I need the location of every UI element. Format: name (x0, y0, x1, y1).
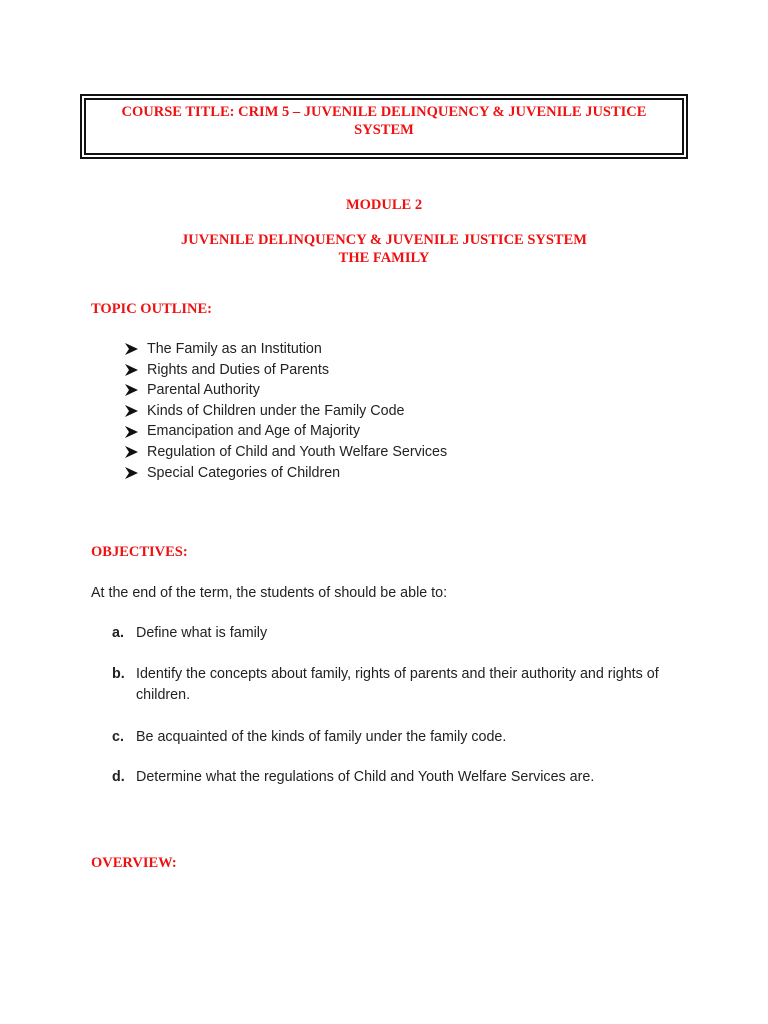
course-title-line-1: COURSE TITLE: CRIM 5 – JUVENILE DELINQUENCY & JUVENILE JUSTICE (121, 104, 647, 120)
objective-text: Define what is family (136, 625, 268, 641)
arrowhead-bullet-icon (125, 405, 147, 417)
objectives-heading: OBJECTIVES: (91, 544, 188, 560)
outline-item-label: Kinds of Children under the Family Code (147, 402, 405, 419)
course-title-inner-border (84, 98, 684, 155)
arrowhead-bullet-icon (125, 343, 147, 355)
objective-letter: a. (112, 625, 124, 641)
outline-item-label: The Family as an Institution (147, 341, 322, 357)
arrowhead-bullet-icon (125, 426, 147, 438)
course-title-box (80, 94, 688, 159)
outline-item-label: Regulation of Child and Youth Welfare Services (147, 443, 448, 460)
topic-outline-list (125, 339, 447, 483)
objectives-intro: At the end of the term, the students of should be able to: (91, 585, 448, 601)
outline-item-label: Emancipation and Age of Majority (147, 423, 360, 440)
arrowhead-bullet-icon (125, 467, 147, 479)
outline-item (125, 401, 447, 422)
outline-item-label: Parental Authority (147, 382, 260, 399)
course-title-line-2: SYSTEM (354, 122, 414, 138)
outline-item-label: Rights and Duties of Parents (147, 361, 329, 378)
objective-item (112, 623, 692, 644)
objective-letter: b. (112, 666, 125, 682)
arrowhead-bullet-icon (125, 384, 147, 396)
objective-item (112, 727, 692, 748)
topic-outline-heading: TOPIC OUTLINE: (91, 301, 212, 317)
subtitle-line-1: JUVENILE DELINQUENCY & JUVENILE JUSTICE SYSTEM (181, 232, 587, 248)
outline-item (125, 339, 447, 360)
outline-item (125, 360, 447, 381)
objective-item (112, 767, 692, 788)
objective-letter: d. (112, 769, 125, 785)
arrowhead-bullet-icon (125, 364, 147, 376)
outline-item (125, 442, 447, 463)
objective-text: Determine what the regulations of Child and Youth Welfare Services are. (136, 769, 595, 785)
outline-item-label: Special Categories of Children (147, 464, 341, 481)
objective-text: Identify the concepts about family, rights of parents and their authority and rights of children. (136, 666, 659, 703)
objective-text: Be acquainted of the kinds of family under the family code. (136, 729, 507, 745)
outline-item (125, 463, 447, 484)
objective-letter: c. (112, 729, 124, 745)
overview-heading: OVERVIEW: (91, 855, 177, 871)
arrowhead-bullet-icon (125, 446, 147, 458)
module-heading: MODULE 2 (345, 197, 423, 213)
outline-item (125, 421, 447, 442)
subtitle-line-2: THE FAMILY (338, 250, 430, 266)
outline-item (125, 380, 447, 401)
objective-item (112, 664, 692, 706)
